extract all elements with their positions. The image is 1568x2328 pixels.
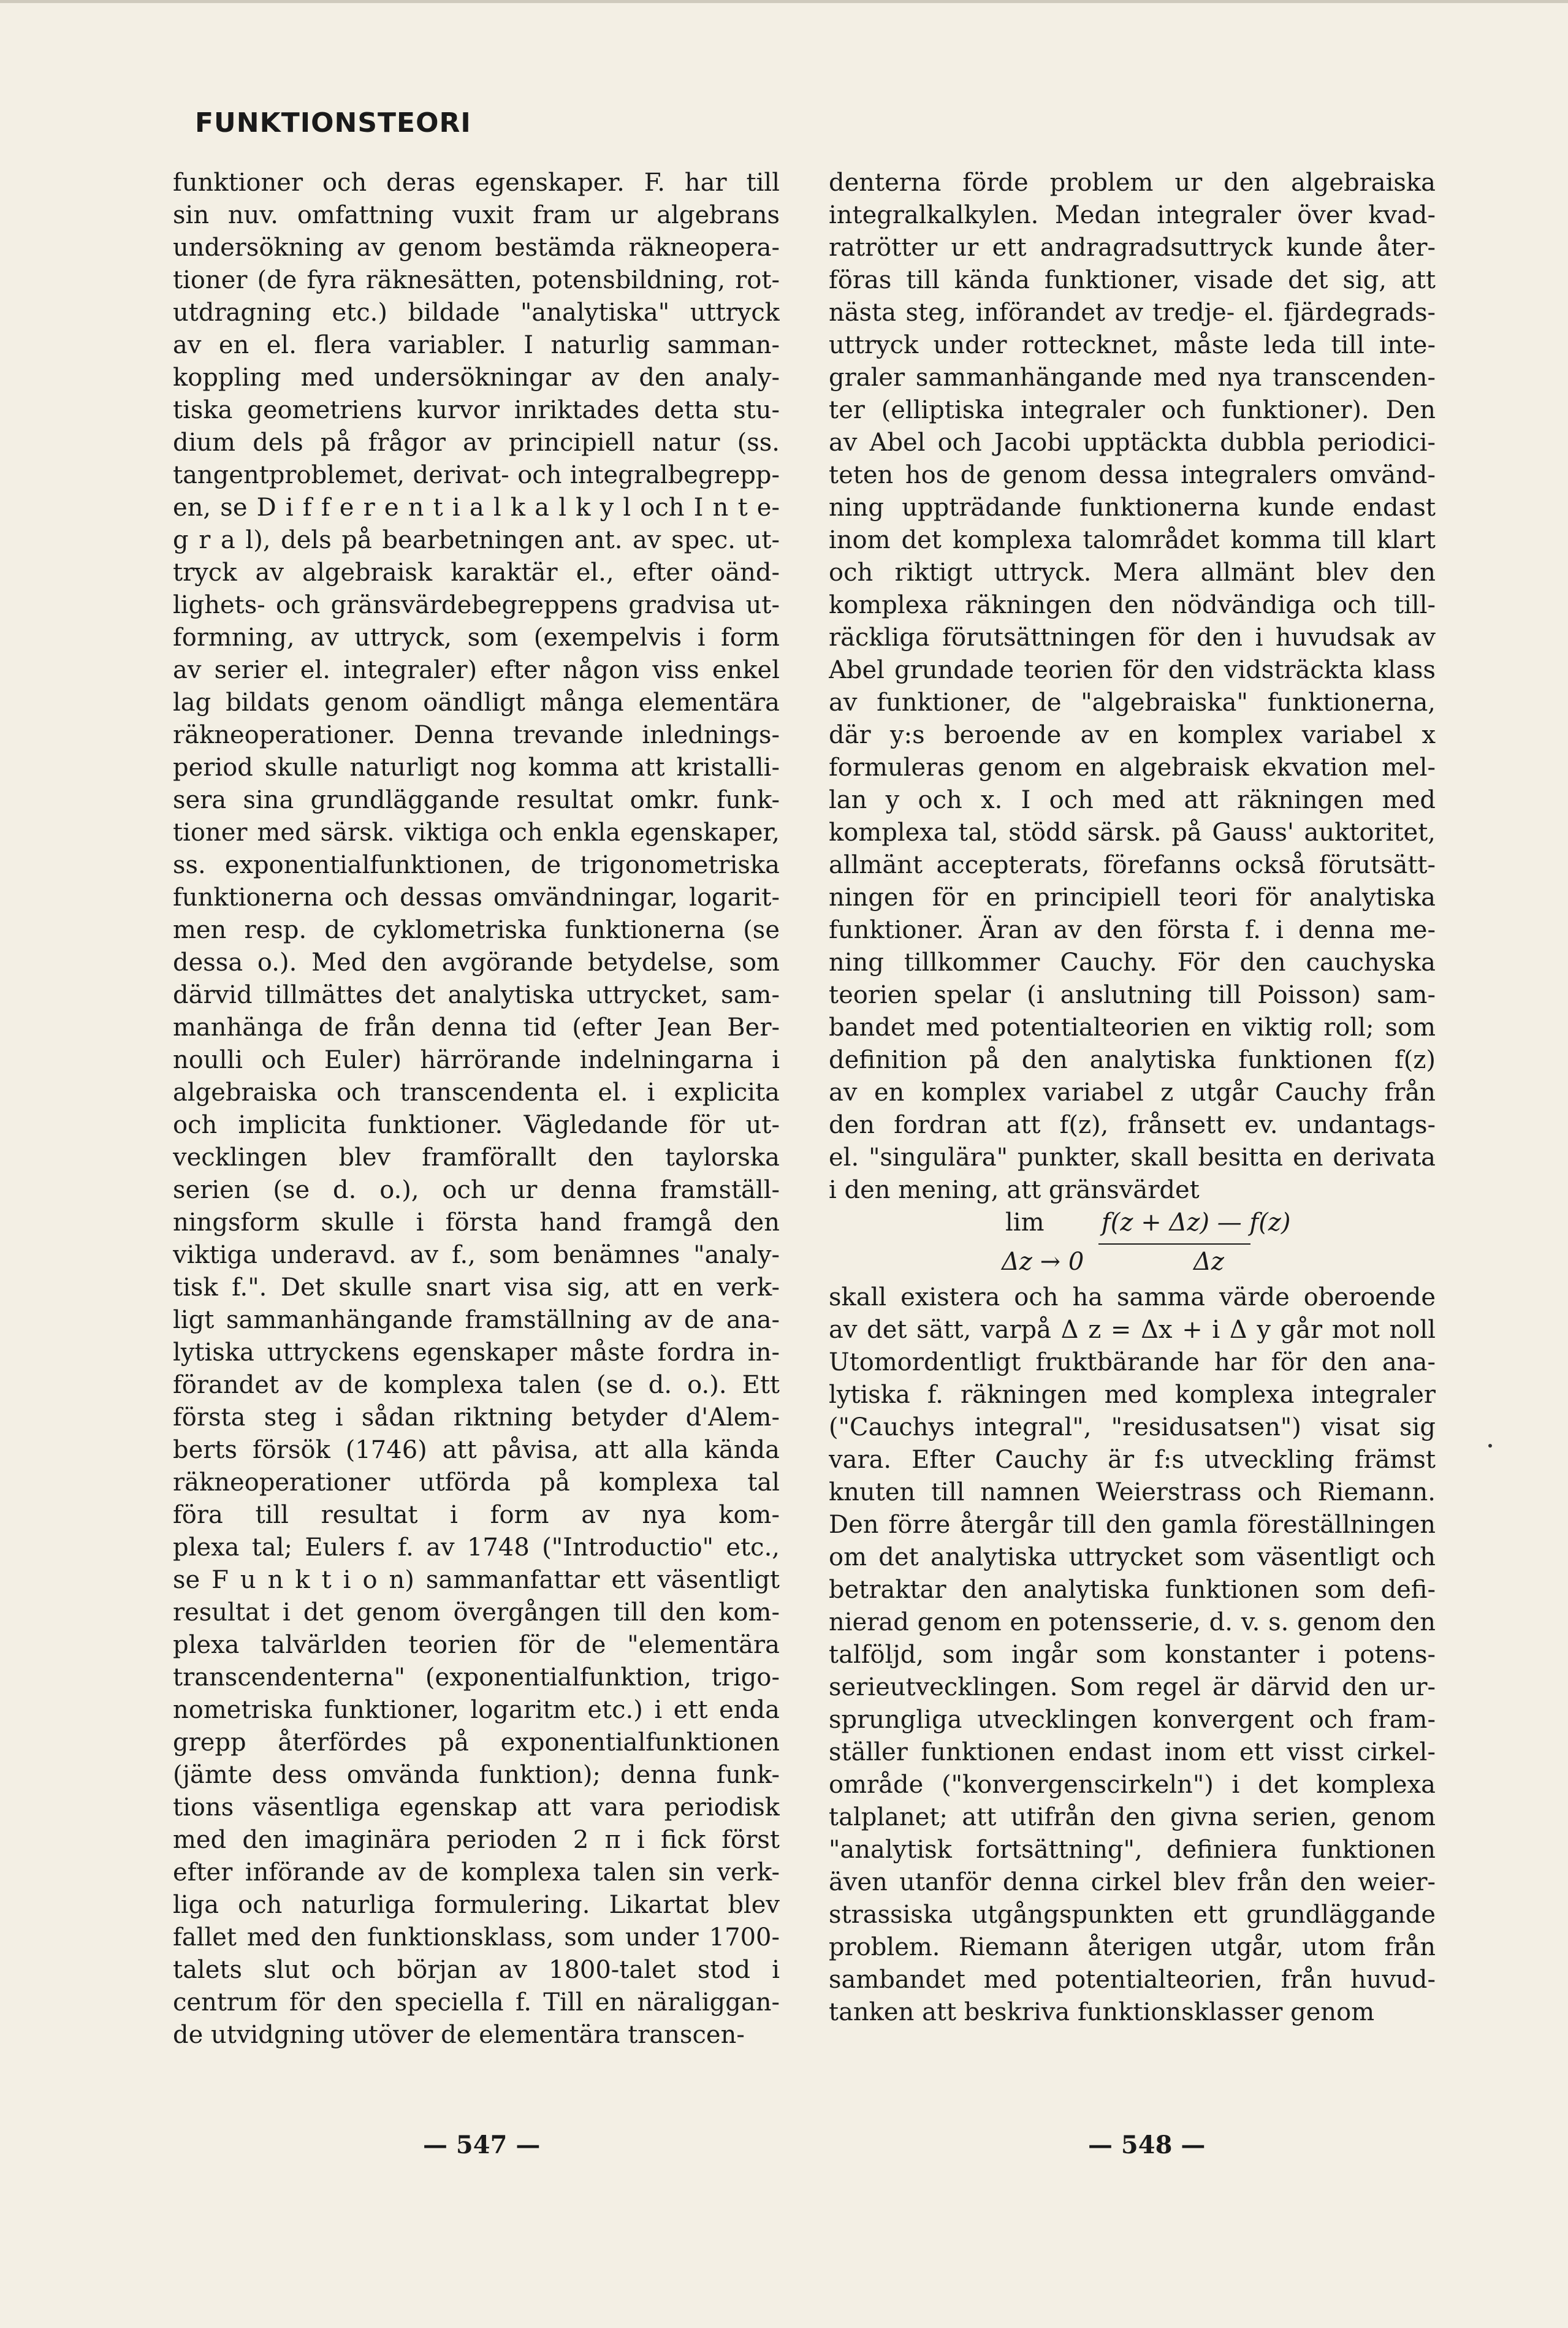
text-line: utdragning etc.) bildade "analytiska" uttryck	[173, 299, 780, 327]
text-line: definition på den analytiska funktionen f(z)	[829, 1046, 1436, 1074]
text-line: ning uppträdande funktionerna kunde endast	[829, 494, 1436, 522]
text-line: funktionerna och dessas omvändningar, logarit-	[173, 883, 780, 912]
text-line: ratrötter ur ett andragradsuttryck kunde åter-	[829, 234, 1436, 262]
text-line: nästa steg, införandet av tredje- el. fjärdegrads-	[829, 299, 1436, 327]
text-line: talföljd, som ingår som konstanter i potens-	[829, 1641, 1436, 1669]
text-line: tions väsentliga egenskap att vara periodisk	[173, 1793, 780, 1822]
text-line: resultat i det genom övergången till den kom-	[173, 1598, 780, 1627]
text-line: och implicita funktioner. Vägledande för ut-	[173, 1111, 780, 1139]
formula-lim: lim	[1005, 1208, 1045, 1237]
text-line: centrum för den speciella f. Till en näraliggan-	[173, 1988, 780, 2017]
text-line: tioner (de fyra räknesätten, potensbildning, rot-	[173, 266, 780, 294]
text-line: efter införande av de komplexa talen sin verk-	[173, 1858, 780, 1887]
text-line: dium dels på frågor av principiell natur (ss.	[173, 429, 780, 457]
text-line: räckliga förutsättningen för den i huvudsak av	[829, 624, 1436, 652]
text-line: ningen för en principiell teori för analytiska	[829, 883, 1436, 912]
text-line: tisk f.". Det skulle snart visa sig, att en verk-	[173, 1273, 780, 1302]
text-line: ter (elliptiska integraler och funktioner). Den	[829, 396, 1436, 424]
text-line: g r a l), dels på bearbetningen ant. av spec. ut-	[173, 526, 780, 554]
top-edge-rule	[0, 0, 1568, 3]
text-line: tioner med särsk. viktiga och enkla egenskaper,	[173, 819, 780, 847]
text-line: inom det komplexa talområdet komma till klart	[829, 526, 1436, 554]
text-line: teorien spelar (i anslutning till Poisson) sam-	[829, 981, 1436, 1009]
text-line: skall existera och ha samma värde oberoende	[829, 1283, 1436, 1311]
text-line: tanken att beskriva funktionsklasser genom	[829, 1998, 1375, 2026]
formula-fraction-bar	[1098, 1243, 1250, 1245]
text-line: strassiska utgångspunkten ett grundläggande	[829, 1901, 1436, 1929]
text-line: "analytisk fortsättning", definiera funktionen	[829, 1836, 1436, 1864]
text-line: uttryck under rottecknet, måste leda till inte-	[829, 331, 1436, 359]
text-line: integralkalkylen. Medan integraler över kvad-	[829, 201, 1436, 229]
formula-numerator: f(z + Δz) — f(z)	[1102, 1208, 1291, 1237]
text-line: de utvidgning utöver de elementära transcen-	[173, 2021, 745, 2049]
text-line: komplexa tal, stödd särsk. på Gauss' auktoritet,	[829, 819, 1436, 847]
text-line: funktioner. Äran av den första f. i denna me-	[829, 916, 1436, 944]
text-line: period skulle naturligt nog komma att kristalli-	[173, 754, 780, 782]
text-line: föra till resultat i form av nya kom-	[173, 1501, 780, 1529]
left-column	[173, 167, 780, 2051]
text-line: första steg i sådan riktning betyder d'Alem-	[173, 1403, 780, 1432]
text-line: av funktioner, de "algebraiska" funktionerna,	[829, 689, 1436, 717]
formula-denominator: Δz	[1193, 1248, 1224, 1276]
text-line: sprungliga utvecklingen konvergent och fram-	[829, 1706, 1436, 1734]
text-line: knuten till namnen Weierstrass och Riemann.	[829, 1478, 1436, 1506]
text-line: undersökning av genom bestämda räkneopera-	[173, 234, 780, 262]
text-line: räkneoperationer. Denna trevande inlednings-	[173, 721, 780, 749]
text-line: lag bildats genom oändligt många elementära	[173, 689, 780, 717]
text-line: dessa o.). Med den avgörande betydelse, som	[173, 948, 780, 977]
text-line: föras till kända funktioner, visade det sig, att	[829, 266, 1436, 294]
text-line: el. "singulära" punkter, skall besitta en derivata	[829, 1143, 1436, 1172]
text-line: komplexa räkningen den nödvändiga och till-	[829, 591, 1436, 619]
text-line: se F u n k t i o n) sammanfattar ett väsentligt	[173, 1566, 780, 1594]
text-line: nometriska funktioner, logaritm etc.) i ett enda	[173, 1696, 780, 1724]
text-line: nierad genom en potensserie, d. v. s. genom den	[829, 1608, 1436, 1636]
right-column-text-top	[829, 167, 1436, 1207]
text-line: formuleras genom en algebraisk ekvation mel-	[829, 754, 1436, 782]
text-line: funktioner och deras egenskaper. F. har till	[173, 169, 780, 197]
text-line: lighets- och gränsvärdebegreppens gradvisa ut-	[173, 591, 780, 619]
page-number-left: — 547 —	[423, 2131, 541, 2159]
text-line: förandet av de komplexa talen (se d. o.). Ett	[173, 1371, 780, 1399]
text-line: liga och naturliga formulering. Likartat blev	[173, 1891, 780, 1919]
text-line: av Abel och Jacobi upptäckta dubbla periodici-	[829, 429, 1436, 457]
text-line: därvid tillmättes det analytiska uttrycket, sam-	[173, 981, 780, 1009]
text-line: koppling med undersökningar av den analy-	[173, 364, 780, 392]
text-line: viktiga underavd. av f., som benämnes "analy-	[173, 1241, 780, 1269]
text-line: grepp återfördes på exponentialfunktionen	[173, 1728, 780, 1757]
text-line: transcendenterna" (exponentialfunktion, trigo-	[173, 1663, 780, 1692]
formula-limit-subscript: Δz → 0	[1002, 1248, 1084, 1276]
text-line: talets slut och början av 1800-talet stod i	[173, 1956, 780, 1984]
text-line: plexa talvärlden teorien för de "elementära	[173, 1631, 780, 1659]
text-line: om det analytiska uttrycket som väsentligt och	[829, 1543, 1436, 1571]
text-line: plexa tal; Eulers f. av 1748 ("Introductio" etc.,	[173, 1533, 780, 1562]
text-line: (jämte dess omvända funktion); denna funk-	[173, 1761, 780, 1789]
text-line: talplanet; att utifrån den givna serien, genom	[829, 1803, 1436, 1831]
text-line: fallet med den funktionsklass, som under 1700-	[173, 1923, 780, 1952]
text-line: ("Cauchys integral", "residusatsen") visat sig	[829, 1413, 1436, 1441]
text-line: manhänga de från denna tid (efter Jean Ber-	[173, 1013, 780, 1042]
text-line: av en komplex variabel z utgår Cauchy från	[829, 1078, 1436, 1107]
text-line: allmänt accepterats, förefanns också förutsätt-	[829, 851, 1436, 879]
text-line: räkneoperationer utförda på komplexa tal	[173, 1468, 780, 1497]
text-line: sera sina grundläggande resultat omkr. funk-	[173, 786, 780, 814]
text-line: ställer funktionen endast inom ett visst cirkel-	[829, 1738, 1436, 1766]
text-line: lytiska f. räkningen med komplexa integraler	[829, 1381, 1436, 1409]
text-line: denterna förde problem ur den algebraiska	[829, 169, 1436, 197]
text-line: ning tillkommer Cauchy. För den cauchyska	[829, 948, 1436, 977]
text-line: algebraiska och transcendenta el. i explicita	[173, 1078, 780, 1107]
text-line: vecklingen blev framförallt den taylorska	[173, 1143, 780, 1172]
text-line: lytiska uttryckens egenskaper måste fordra in-	[173, 1338, 780, 1367]
text-line: Abel grundade teorien för den vidsträckta klass	[829, 656, 1436, 684]
text-line: den fordran att f(z), frånsett ev. undantags-	[829, 1111, 1436, 1139]
text-line: tangentproblemet, derivat- och integralbegrepp-	[173, 461, 780, 489]
text-line: teten hos de genom dessa integralers omvänd-	[829, 461, 1436, 489]
text-line: tiska geometriens kurvor inriktades detta stu-	[173, 396, 780, 424]
text-line: vara. Efter Cauchy är f:s utveckling främst	[829, 1446, 1436, 1474]
text-line: Utomordentligt fruktbärande har för den ana-	[829, 1348, 1436, 1376]
text-line: område ("konvergenscirkeln") i det komplexa	[829, 1771, 1436, 1799]
text-line: sambandet med potentialteorien, från huvud-	[829, 1966, 1436, 1994]
right-column	[829, 167, 1436, 2029]
text-line: men resp. de cyklometriska funktionerna (se	[173, 916, 780, 944]
text-line: betraktar den analytiska funktionen som defi-	[829, 1576, 1436, 1604]
text-line: ss. exponentialfunktionen, de trigonometriska	[173, 851, 780, 879]
text-line: sin nuv. omfattning vuxit fram ur algebrans	[173, 201, 780, 229]
text-line: tryck av algebraisk karaktär el., efter oänd-	[173, 559, 780, 587]
text-line: graler sammanhängande med nya transcenden-	[829, 364, 1436, 392]
text-line: noulli och Euler) härrörande indelningarna i	[173, 1046, 780, 1074]
text-line: serieutvecklingen. Som regel är därvid den ur-	[829, 1673, 1436, 1701]
text-line: även utanför denna cirkel blev från den weier-	[829, 1868, 1436, 1896]
right-column-text-bottom	[829, 1281, 1436, 2029]
running-head: FUNKTIONSTEORI	[195, 107, 471, 139]
text-line: i den mening, att gränsvärdet	[829, 1176, 1200, 1204]
text-line: formning, av uttryck, som (exempelvis i form	[173, 624, 780, 652]
text-line: av serier el. integraler) efter någon viss enkel	[173, 656, 780, 684]
text-line: där y:s beroende av en komplex variabel x	[829, 721, 1436, 749]
text-line: med den imaginära perioden 2 π i fick först	[173, 1826, 780, 1854]
text-line: ligt sammanhängande framställning av de ana-	[173, 1306, 780, 1334]
limit-formula	[829, 1207, 1436, 1281]
page-number-right: — 548 —	[1088, 2131, 1206, 2159]
text-line: problem. Riemann återigen utgår, utom från	[829, 1933, 1436, 1961]
text-line: en, se D i f f e r e n t i a l k a l k y l och I n t e-	[173, 494, 780, 522]
text-line: av en el. flera variabler. I naturlig samman-	[173, 331, 780, 359]
text-line: av det sätt, varpå Δ z = Δx + i Δ y går mot noll	[829, 1316, 1436, 1344]
text-line: Den förre återgår till den gamla föreställningen	[829, 1511, 1436, 1539]
text-line: och riktigt uttryck. Mera allmänt blev den	[829, 559, 1436, 587]
text-line: berts försök (1746) att påvisa, att alla kända	[173, 1436, 780, 1464]
margin-mark	[1488, 1444, 1492, 1448]
text-line: ningsform skulle i första hand framgå den	[173, 1208, 780, 1237]
text-line: serien (se d. o.), och ur denna framställ-	[173, 1176, 780, 1204]
text-line: lan y och x. I och med att räkningen med	[829, 786, 1436, 814]
text-line: bandet med potentialteorien en viktig roll; som	[829, 1013, 1436, 1042]
